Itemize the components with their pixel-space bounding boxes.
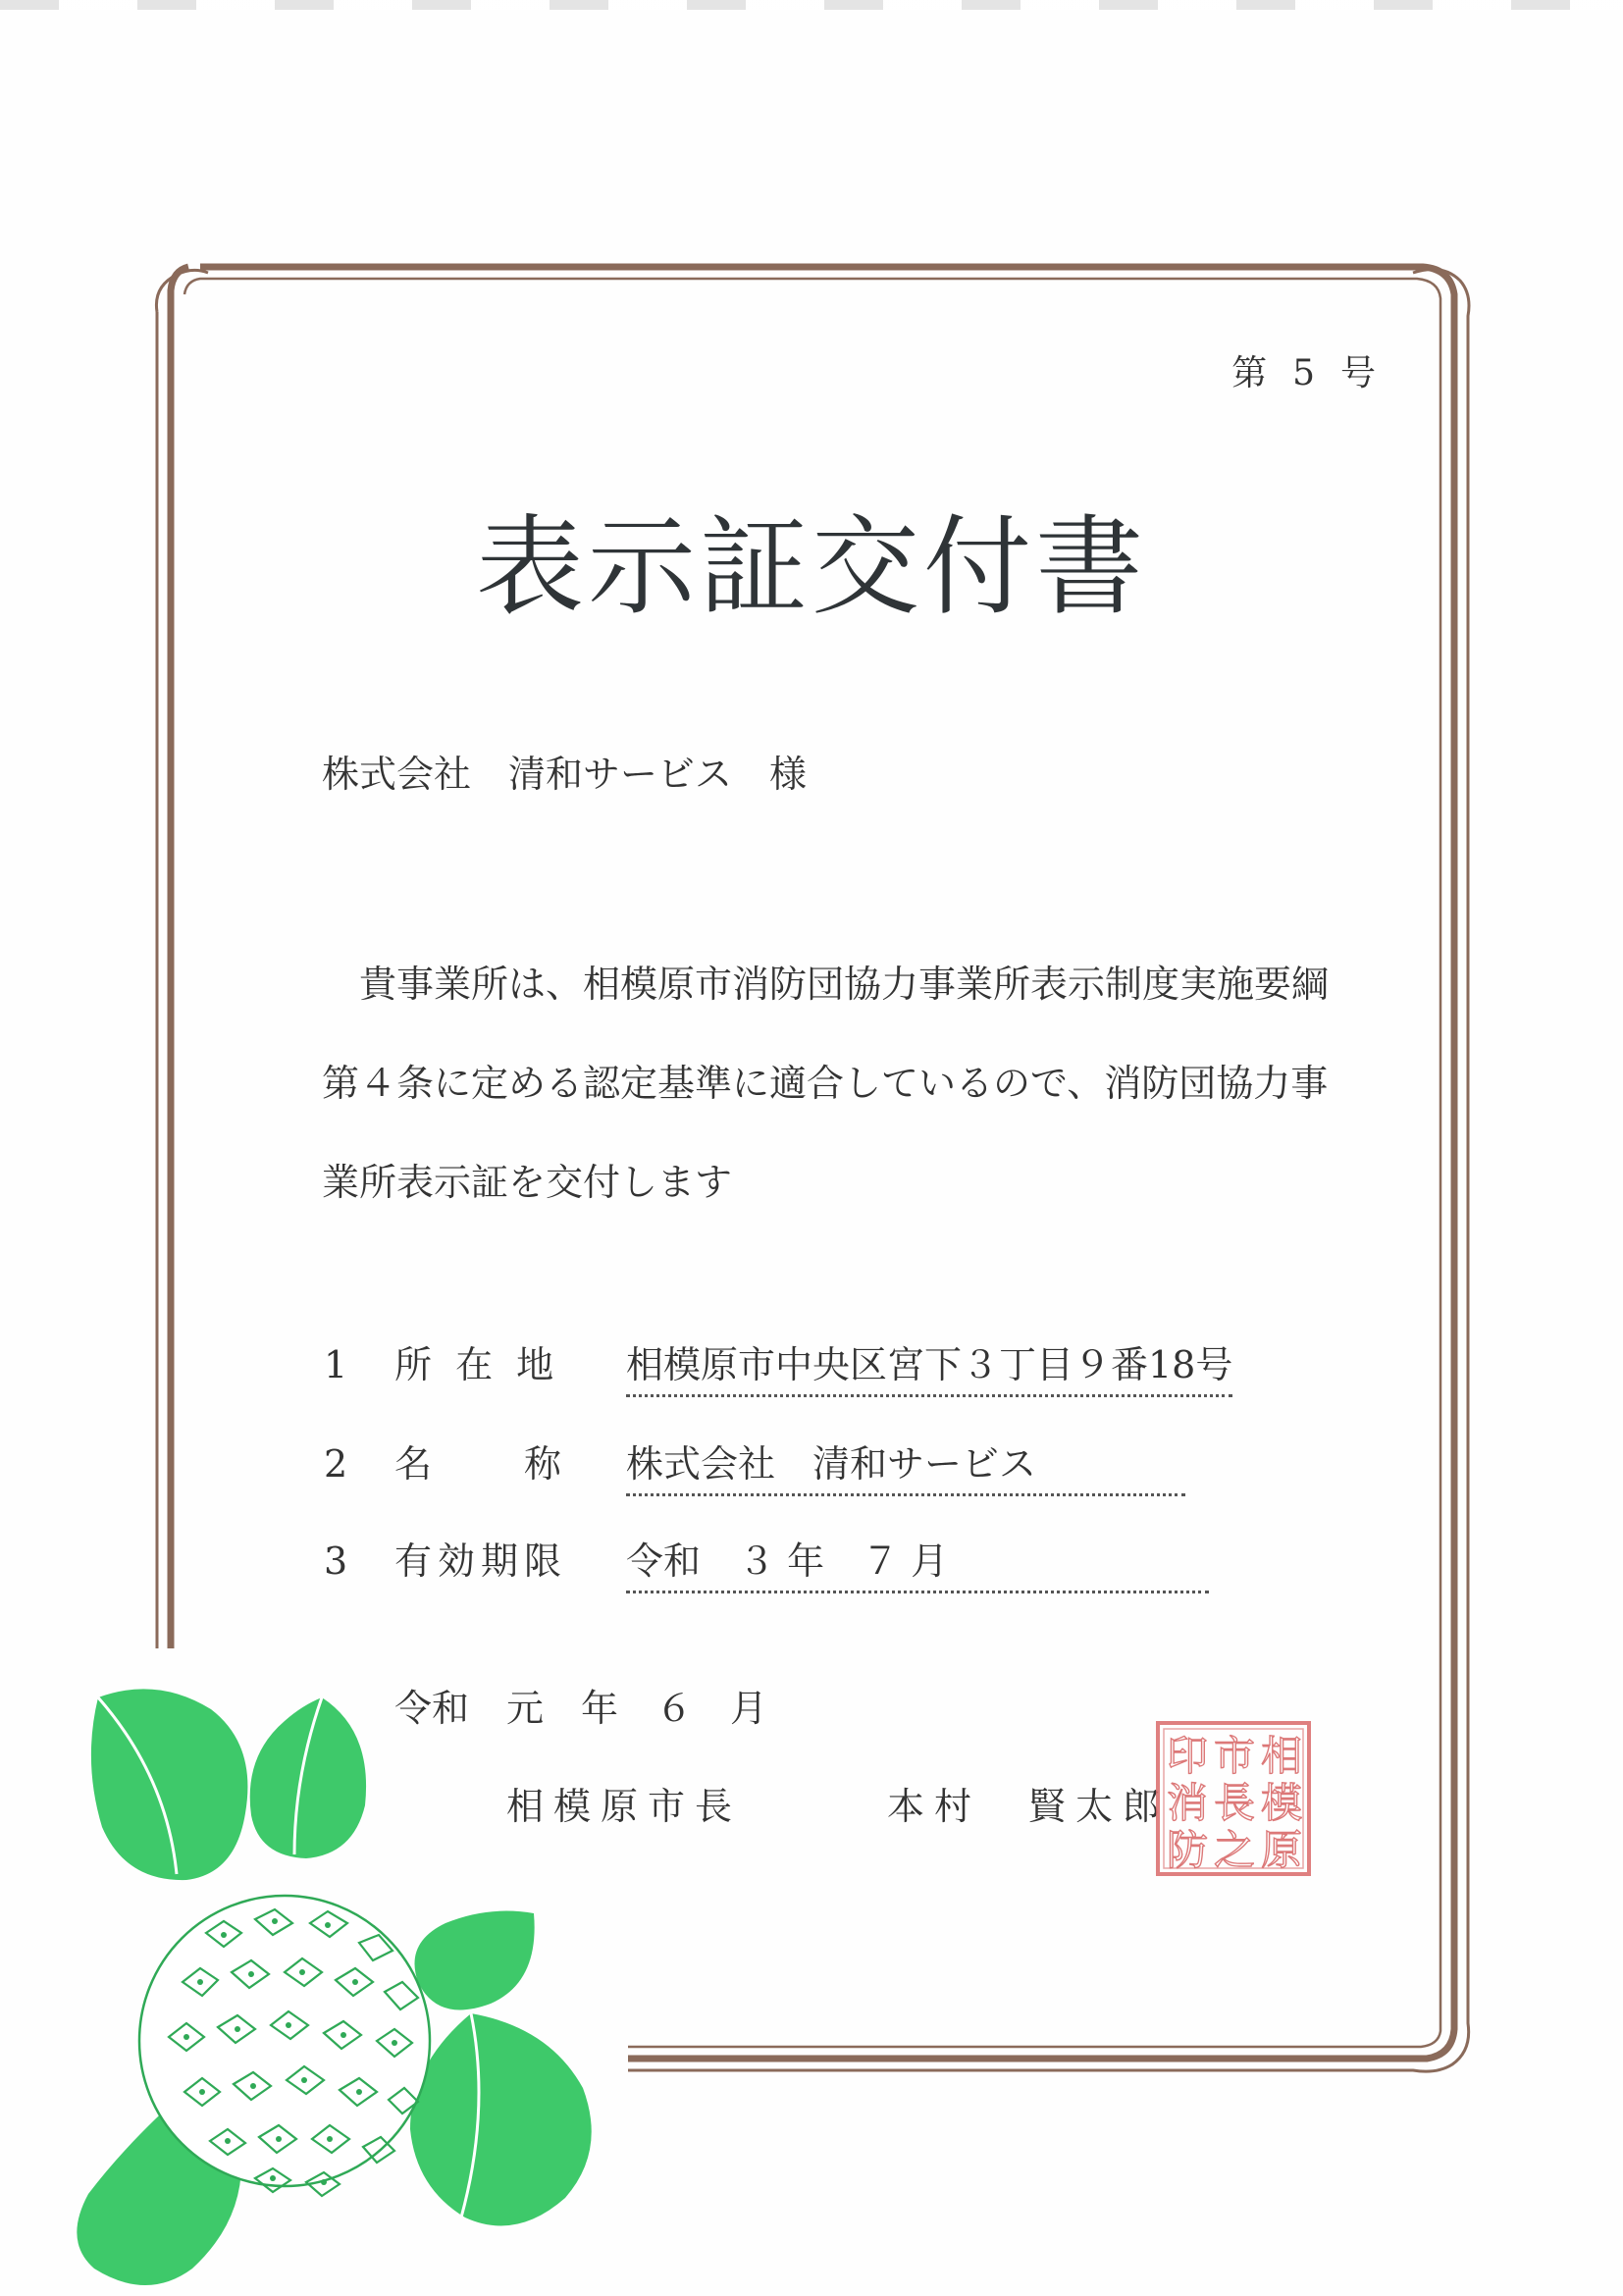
- item-label: 所 在 地: [394, 1343, 560, 1386]
- document-title: 表示証交付書: [476, 504, 1147, 630]
- document-number-suffix: 号: [1339, 353, 1378, 393]
- body-line-3: 業所表示証を交付します: [322, 1161, 733, 1204]
- document-number-prefix: 第: [1231, 353, 1270, 393]
- svg-text:市: 市: [1213, 1732, 1256, 1780]
- hydrangea-illustration: [0, 1648, 648, 2296]
- item-value: 相模原市中央区宮下３丁目９番18号: [626, 1334, 1232, 1397]
- svg-text:防: 防: [1166, 1826, 1209, 1874]
- addressee: 株式会社 清和サービス 様: [322, 753, 808, 796]
- svg-text:模: 模: [1260, 1779, 1303, 1827]
- document-number: [1208, 345, 1378, 395]
- svg-text:印: 印: [1166, 1732, 1209, 1780]
- svg-text:之: 之: [1213, 1826, 1256, 1874]
- document-number-value: 5: [1292, 353, 1317, 393]
- body-line-2: 第４条に定める認定基準に適合しているので、消防団協力事: [322, 1062, 1329, 1105]
- official-seal-stamp: [1154, 1719, 1313, 1878]
- item-number: 1: [324, 1343, 348, 1386]
- body-line-1: 貴事業所は、相模原市消防団協力事業所表示制度実施要綱: [322, 963, 1330, 1006]
- item-location: [324, 1334, 1233, 1388]
- issuer-title: 相模原市長: [506, 1785, 743, 1828]
- svg-text:長: 長: [1213, 1779, 1256, 1827]
- certificate-body: [322, 935, 1362, 1232]
- item-value: 株式会社 清和サービス: [626, 1434, 1185, 1496]
- issuer-name: 本村 賢太郎: [887, 1785, 1171, 1828]
- item-expiry: [324, 1531, 1210, 1585]
- svg-text:原: 原: [1260, 1826, 1303, 1874]
- item-name: [324, 1434, 1186, 1487]
- svg-text:相: 相: [1260, 1732, 1303, 1780]
- svg-text:消: 消: [1166, 1779, 1209, 1827]
- item-value: 令和 ３ 年 ７ 月: [626, 1531, 1209, 1593]
- item-number: 2: [324, 1442, 348, 1486]
- item-label: 名 称: [394, 1442, 568, 1486]
- issue-date: 令和 元 年 ６ 月: [394, 1687, 768, 1730]
- item-number: 3: [324, 1539, 348, 1583]
- item-label: 有効期限: [394, 1539, 568, 1583]
